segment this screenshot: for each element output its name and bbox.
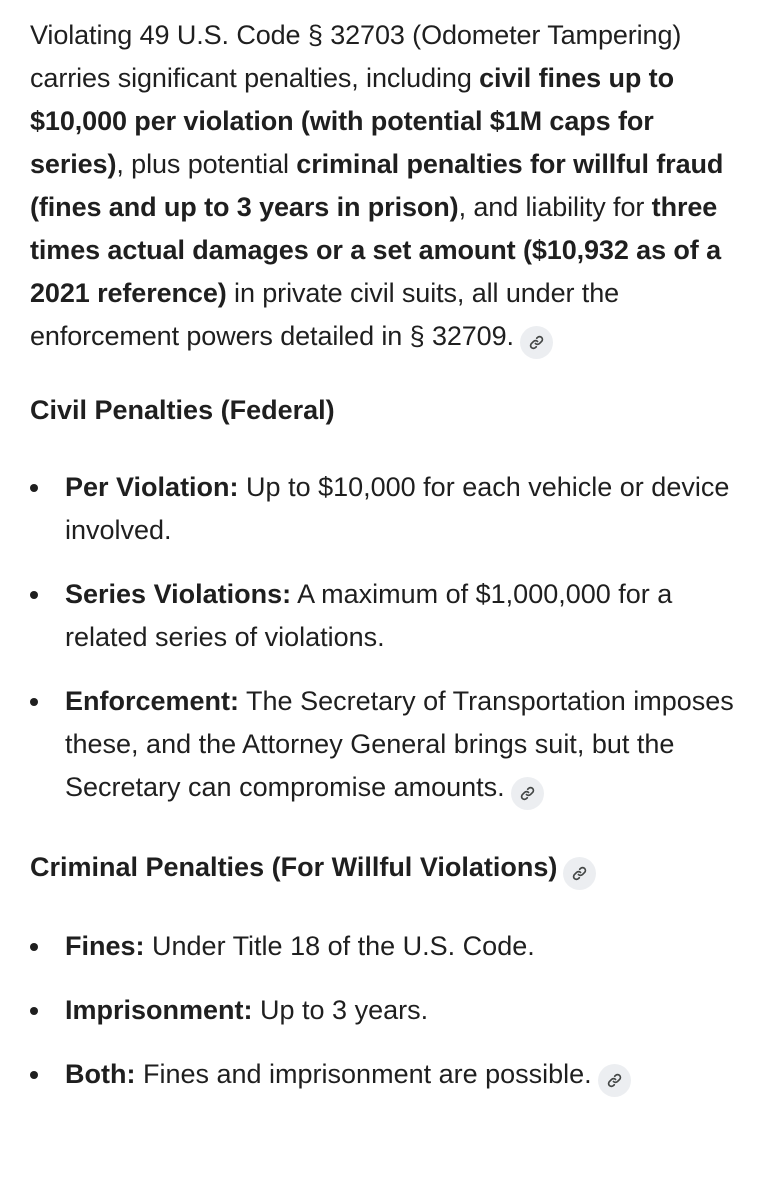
list-item	[30, 573, 744, 659]
item-text: Under Title 18 of the U.S. Code.	[144, 931, 535, 961]
criminal-penalties-list	[30, 925, 744, 1097]
source-link-chip[interactable]	[520, 326, 553, 359]
link-icon	[606, 1072, 623, 1089]
list-item	[30, 925, 744, 968]
item-label: Per Violation:	[65, 472, 239, 502]
intro-text-1: Violating 49 U.S. Code § 32703 (Odometer Tampering) carries significant penalties, including	[30, 20, 682, 93]
intro-text-3: , and liability for	[458, 192, 652, 222]
list-item	[30, 466, 744, 552]
list-item	[30, 989, 744, 1032]
item-label: Series Violations:	[65, 579, 292, 609]
criminal-penalties-heading	[30, 846, 744, 890]
item-label: Enforcement:	[65, 686, 240, 716]
intro-bold-2: criminal penalties for willful fraud (fines and up to 3 years in prison)	[30, 149, 724, 222]
intro-paragraph	[30, 14, 744, 359]
intro-bold-3: three times actual damages or a set amount ($10,932 as of a 2021 reference)	[30, 192, 721, 308]
link-icon	[571, 865, 588, 882]
item-text: The Secretary of Transportation imposes these, and the Attorney General brings suit, but the Secretary can compromise amounts.	[65, 686, 734, 802]
intro-bold-1: civil fines up to $10,000 per violation (with potential $1M caps for series)	[30, 63, 674, 179]
item-text: A maximum of $1,000,000 for a related series of violations.	[65, 579, 673, 652]
civil-penalties-list	[30, 466, 744, 810]
link-icon	[519, 785, 536, 802]
item-label: Imprisonment:	[65, 995, 253, 1025]
item-text: Up to 3 years.	[252, 995, 429, 1025]
source-link-chip[interactable]	[511, 777, 544, 810]
item-label: Both:	[65, 1059, 136, 1089]
list-item	[30, 680, 744, 810]
list-item	[30, 1053, 744, 1097]
item-label: Fines:	[65, 931, 145, 961]
link-icon	[528, 334, 545, 351]
civil-penalties-heading: Civil Penalties (Federal)	[30, 395, 335, 425]
intro-text-4: in private civil suits, all under the enforcement powers detailed in § 32709.	[30, 278, 620, 351]
source-link-chip[interactable]	[563, 857, 596, 890]
criminal-heading-text: Criminal Penalties (For Willful Violations)	[30, 852, 558, 882]
item-text: Up to $10,000 for each vehicle or device involved.	[65, 472, 730, 545]
source-link-chip[interactable]	[598, 1064, 631, 1097]
item-text: Fines and imprisonment are possible.	[135, 1059, 592, 1089]
intro-text-2: , plus potential	[116, 149, 297, 179]
